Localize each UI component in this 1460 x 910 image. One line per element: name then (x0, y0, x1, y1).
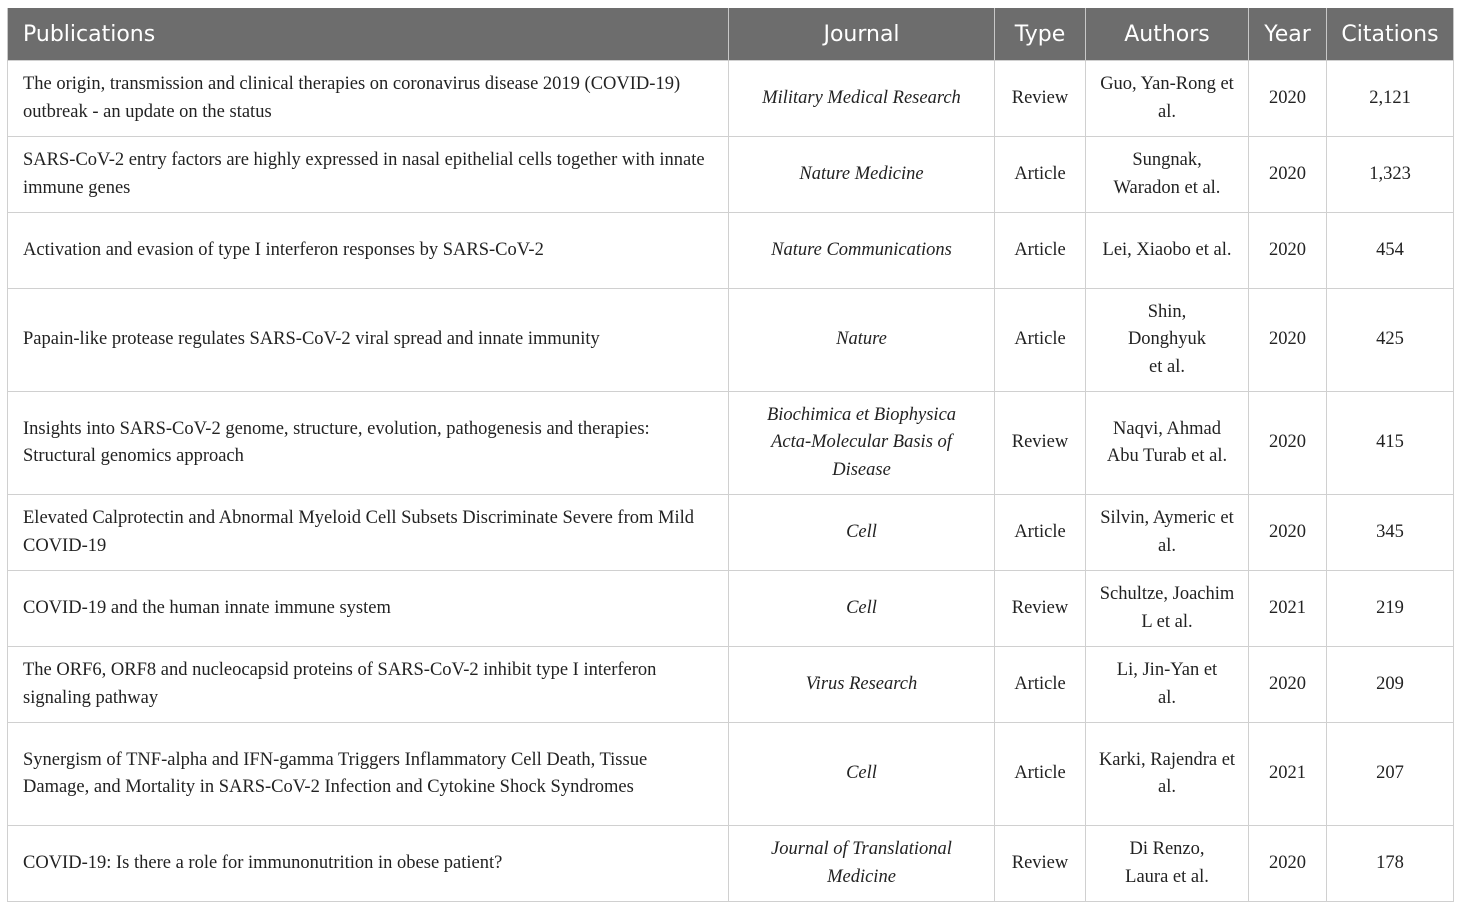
year: 2021 (1249, 571, 1327, 647)
publication-type: Article (995, 213, 1086, 289)
publication-type: Article (995, 137, 1086, 213)
authors: Shin, Donghyuk et al. (1086, 289, 1249, 392)
table-row (8, 723, 1454, 826)
table-row (8, 61, 1454, 137)
table-header-row (8, 8, 1454, 61)
year: 2020 (1249, 392, 1327, 495)
publication-title: Insights into SARS-CoV-2 genome, structure, evolution, pathogenesis and therapies: Structural genomics approach (8, 392, 729, 495)
authors: Naqvi, Ahmad Abu Turab et al. (1086, 392, 1249, 495)
citations: 415 (1327, 392, 1454, 495)
citations: 2,121 (1327, 61, 1454, 137)
publications-table (7, 8, 1454, 902)
year: 2020 (1249, 61, 1327, 137)
citations: 425 (1327, 289, 1454, 392)
authors: Li, Jin-Yan et al. (1086, 647, 1249, 723)
publication-title: The ORF6, ORF8 and nucleocapsid proteins of SARS-CoV-2 inhibit type I interferon signaling pathway (8, 647, 729, 723)
authors: Karki, Rajendra et al. (1086, 723, 1249, 826)
publication-type: Review (995, 571, 1086, 647)
publication-title: Papain-like protease regulates SARS-CoV-2 viral spread and innate immunity (8, 289, 729, 392)
publication-title: The origin, transmission and clinical therapies on coronavirus disease 2019 (COVID-19) outbreak - an update on the status (8, 61, 729, 137)
authors: Di Renzo, Laura et al. (1086, 826, 1249, 902)
header-type: Type (995, 8, 1086, 61)
publication-title: COVID-19: Is there a role for immunonutrition in obese patient? (8, 826, 729, 902)
journal-name: Cell (729, 571, 995, 647)
year: 2020 (1249, 495, 1327, 571)
journal-name: Military Medical Research (729, 61, 995, 137)
table-row (8, 571, 1454, 647)
year: 2020 (1249, 647, 1327, 723)
table-row (8, 137, 1454, 213)
citations: 209 (1327, 647, 1454, 723)
table-row (8, 289, 1454, 392)
table-row (8, 213, 1454, 289)
publication-type: Review (995, 392, 1086, 495)
header-journal: Journal (729, 8, 995, 61)
publication-title: Synergism of TNF-alpha and IFN-gamma Triggers Inflammatory Cell Death, Tissue Damage, and Mortality in SARS-CoV-2 Infection and Cytokine Shock Syndromes (8, 723, 729, 826)
citations: 207 (1327, 723, 1454, 826)
journal-name: Nature Medicine (729, 137, 995, 213)
year: 2020 (1249, 213, 1327, 289)
authors: Sungnak, Waradon et al. (1086, 137, 1249, 213)
authors: Guo, Yan-Rong et al. (1086, 61, 1249, 137)
publication-title: Elevated Calprotectin and Abnormal Myeloid Cell Subsets Discriminate Severe from Mild COVID-19 (8, 495, 729, 571)
year: 2020 (1249, 137, 1327, 213)
header-year: Year (1249, 8, 1327, 61)
journal-name: Nature (729, 289, 995, 392)
citations: 178 (1327, 826, 1454, 902)
publication-type: Article (995, 723, 1086, 826)
journal-name: Biochimica et Biophysica Acta-Molecular Basis of Disease (729, 392, 995, 495)
citations: 1,323 (1327, 137, 1454, 213)
journal-name: Virus Research (729, 647, 995, 723)
year: 2020 (1249, 826, 1327, 902)
table-row (8, 495, 1454, 571)
publication-title: SARS-CoV-2 entry factors are highly expressed in nasal epithelial cells together with innate immune genes (8, 137, 729, 213)
year: 2021 (1249, 723, 1327, 826)
citations: 345 (1327, 495, 1454, 571)
header-authors: Authors (1086, 8, 1249, 61)
citations: 219 (1327, 571, 1454, 647)
publication-type: Article (995, 495, 1086, 571)
journal-name: Cell (729, 723, 995, 826)
citations: 454 (1327, 213, 1454, 289)
publication-type: Review (995, 61, 1086, 137)
header-publications: Publications (8, 8, 729, 61)
journal-name: Cell (729, 495, 995, 571)
publication-type: Article (995, 647, 1086, 723)
journal-name: Nature Communications (729, 213, 995, 289)
header-citations: Citations (1327, 8, 1454, 61)
table-row (8, 826, 1454, 902)
publication-type: Review (995, 826, 1086, 902)
authors: Silvin, Aymeric et al. (1086, 495, 1249, 571)
publication-title: COVID-19 and the human innate immune system (8, 571, 729, 647)
authors: Lei, Xiaobo et al. (1086, 213, 1249, 289)
year: 2020 (1249, 289, 1327, 392)
publication-title: Activation and evasion of type I interferon responses by SARS-CoV-2 (8, 213, 729, 289)
table-row (8, 392, 1454, 495)
journal-name: Journal of Translational Medicine (729, 826, 995, 902)
table-row (8, 647, 1454, 723)
authors: Schultze, Joachim L et al. (1086, 571, 1249, 647)
publication-type: Article (995, 289, 1086, 392)
